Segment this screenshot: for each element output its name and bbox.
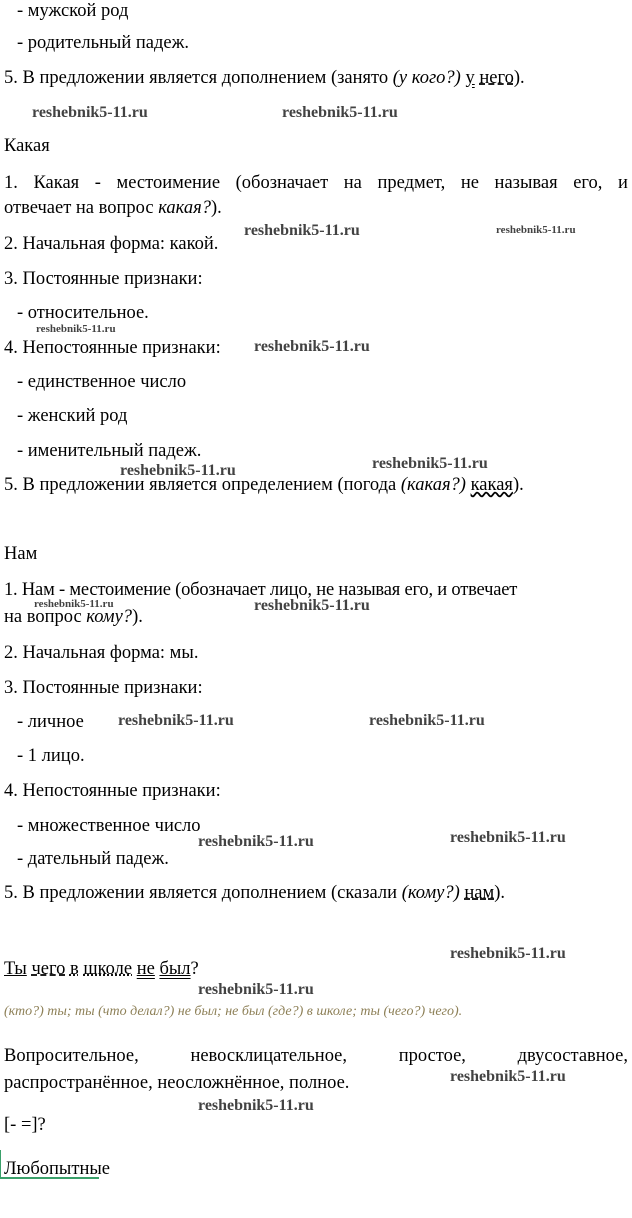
watermark: reshebnik5-11.ru	[254, 338, 370, 355]
kakaya-p5: 5. В предложении является определением (погода (какая?) какая).	[4, 475, 524, 495]
sentence-scheme: [- =]?	[4, 1115, 46, 1135]
kakaya-p4b: - женский род	[17, 406, 128, 426]
nam-p5: 5. В предложении является дополнением (сказали (кому?) нам).	[4, 883, 506, 903]
kakaya-p4a: - единственное число	[17, 372, 187, 392]
watermark: reshebnik5-11.ru	[120, 462, 236, 479]
watermark: reshebnik5-11.ru	[34, 598, 114, 610]
watermark: reshebnik5-11.ru	[198, 833, 314, 850]
watermark: reshebnik5-11.ru	[32, 104, 148, 121]
watermark: reshebnik5-11.ru	[450, 829, 566, 846]
watermark: reshebnik5-11.ru	[198, 1097, 314, 1114]
watermark: reshebnik5-11.ru	[244, 222, 360, 239]
kakaya-p4c: - именительный падеж.	[17, 441, 202, 461]
watermark: reshebnik5-11.ru	[198, 981, 314, 998]
nam-p4a: - множественное число	[17, 816, 201, 836]
gender-line: - мужской род	[17, 1, 129, 21]
watermark: reshebnik5-11.ru	[450, 1068, 566, 1085]
role-line: 5. В предложении является дополнением (занято (у кого?) у него).	[4, 68, 525, 88]
last-word: Любопытные	[4, 1159, 110, 1179]
kakaya-p3: 3. Постоянные признаки:	[4, 269, 203, 289]
nam-p3: 3. Постоянные признаки:	[4, 678, 203, 698]
nam-p1-line1: 1. Нам - местоимение (обозначает лицо, не называя его, и отвечает	[4, 580, 518, 600]
nam-p1-line2: на вопрос кому?).	[4, 607, 143, 627]
watermark: reshebnik5-11.ru	[372, 455, 488, 472]
nam-p2: 2. Начальная форма: мы.	[4, 643, 199, 663]
watermark: reshebnik5-11.ru	[450, 945, 566, 962]
kakaya-p1: 1. Какая - местоимение (обозначает на предмет, не называя его, и отвечает на вопрос какая?).	[4, 173, 628, 218]
section-heading-nam: Нам	[4, 544, 38, 564]
kakaya-p3a: - относительное.	[17, 303, 149, 323]
watermark: reshebnik5-11.ru	[118, 712, 234, 729]
faint-analysis-line: (кто?) ты; ты (что делал?) не был; не был (где?) в школе; ты (чего?) чего).	[4, 1004, 463, 1019]
sentence-description: Вопросительное, невосклицательное, простое, двусоставное, распространённое, неосложнённое, полное.	[4, 1046, 628, 1093]
watermark: reshebnik5-11.ru	[254, 597, 370, 614]
watermark: reshebnik5-11.ru	[36, 323, 116, 335]
nam-p4: 4. Непостоянные признаки:	[4, 781, 221, 801]
nam-p3a: - личное	[17, 712, 84, 732]
watermark: reshebnik5-11.ru	[282, 104, 398, 121]
kakaya-p4: 4. Непостоянные признаки:	[4, 338, 221, 358]
sentence-line: Ты чего в школе не был?	[4, 959, 199, 979]
watermark: reshebnik5-11.ru	[369, 712, 485, 729]
nam-p3b: - 1 лицо.	[17, 746, 85, 766]
section-heading-kakaya: Какая	[4, 136, 50, 156]
kakaya-p2: 2. Начальная форма: какой.	[4, 234, 219, 254]
watermark: reshebnik5-11.ru	[496, 224, 576, 236]
case-line: - родительный падеж.	[17, 33, 190, 53]
nam-p4b: - дательный падеж.	[17, 849, 169, 869]
